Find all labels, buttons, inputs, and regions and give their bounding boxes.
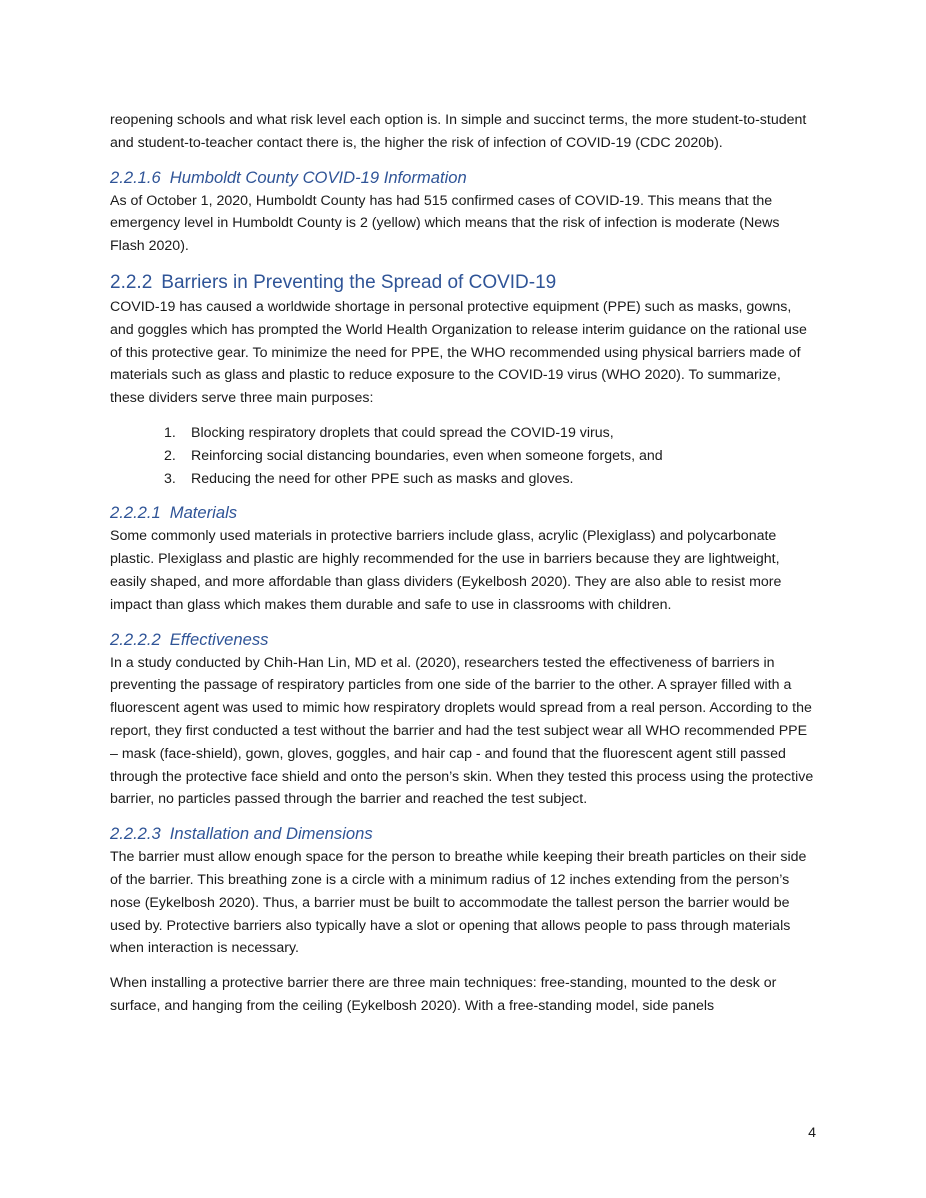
- list-item-text: Blocking respiratory droplets that could spread the COVID-19 virus,: [191, 424, 614, 441]
- list-item: [110, 468, 816, 491]
- heading-materials: [110, 501, 816, 525]
- heading-title: Installation and Dimensions: [169, 824, 373, 844]
- heading-number: 2.2.2.3: [110, 824, 161, 844]
- list-item-text: Reducing the need for other PPE such as masks and gloves.: [191, 470, 574, 487]
- heading-number: 2.2.2: [110, 271, 153, 293]
- list-marker: 1.: [164, 424, 176, 441]
- effectiveness-paragraph: In a study conducted by Chih-Han Lin, MD et al. (2020), researchers tested the effectiveness of barriers in preventing the passage of respiratory particles from one side of the barrier to the other. A sprayer filled with a fluorescent agent was used to mimic how respiratory droplets would spread from a real person. According to the report, they first conducted a test without the barrier and had the test subject wear all WHO recommended PPE – mask (face-shield), gown, gloves, goggles, and hair cap - and found that the fluorescent agent still passed through the protective face shield and onto the person’s skin. When they tested this process using the protective barrier, no particles passed through the barrier and reached the test subject.: [110, 654, 814, 808]
- heading-number: 2.2.2.2: [110, 629, 161, 649]
- heading-humboldt: [110, 166, 816, 190]
- heading-number: 2.2.2.1: [110, 503, 161, 523]
- document-page: [110, 109, 816, 1018]
- intro-paragraph: reopening schools and what risk level each option is. In simple and succinct terms, the more student-to-student and student-to-teacher contact there is, the higher the risk of infection of COVID-19 (CDC 2020b).: [110, 112, 807, 151]
- humboldt-paragraph: As of October 1, 2020, Humboldt County has had 515 confirmed cases of COVID-19. This means that the emergency level in Humboldt County is 2 (yellow) which means that the risk of infection is moderate (News Flash 2020).: [110, 192, 780, 255]
- heading-effectiveness: [110, 628, 816, 652]
- list-item: [110, 445, 816, 468]
- heading-title: Barriers in Preventing the Spread of COVID-19: [161, 271, 557, 293]
- heading-title: Effectiveness: [169, 629, 269, 649]
- list-item: [110, 422, 816, 445]
- installation-paragraph: The barrier must allow enough space for the person to breathe while keeping their breath particles on their side of the barrier. This breathing zone is a circle with a minimum radius of 12 inches extending from the person’s nose (Eykelbosh 2020). Thus, a barrier must be built to accommodate the tallest person the barrier would be used by. Protective barriers also typically have a slot or opening that allows people to pass through materials when interaction is necessary.: [110, 849, 807, 957]
- heading-installation: [110, 822, 816, 846]
- list-marker: 3.: [164, 470, 176, 487]
- list-marker: 2.: [164, 447, 176, 464]
- purposes-list: [110, 422, 816, 490]
- list-item-text: Reinforcing social distancing boundaries, even when someone forgets, and: [191, 447, 663, 464]
- page-number: 4: [808, 1125, 816, 1141]
- heading-title: Materials: [169, 503, 238, 523]
- installation-paragraph-2: When installing a protective barrier there are three main techniques: free-standing, mounted to the desk or surface, and hanging from the ceiling (Eykelbosh 2020). With a free-standing model, side panels: [110, 975, 777, 1014]
- heading-barriers: [110, 270, 816, 296]
- barriers-paragraph: COVID-19 has caused a worldwide shortage in personal protective equipment (PPE) such as masks, gowns, and goggles which has prompted the World Health Organization to release interim guidance on the rational use of this protective gear. To minimize the need for PPE, the WHO recommended using physical barriers made of materials such as glass and plastic to reduce exposure to the COVID-19 virus (WHO 2020). To summarize, these dividers serve three main purposes:: [110, 298, 807, 407]
- materials-paragraph: Some commonly used materials in protective barriers include glass, acrylic (Plexiglass) and polycarbonate plastic. Plexiglass and plastic are highly recommended for the use in barriers because they are lightweight, easily shaped, and more affordable than glass dividers (Eykelbosh 2020). They are also able to resist more impact than glass which makes them durable and safe to use in classrooms with children.: [110, 528, 782, 613]
- heading-number: 2.2.1.6: [110, 167, 161, 187]
- heading-title: Humboldt County COVID-19 Information: [169, 167, 467, 187]
